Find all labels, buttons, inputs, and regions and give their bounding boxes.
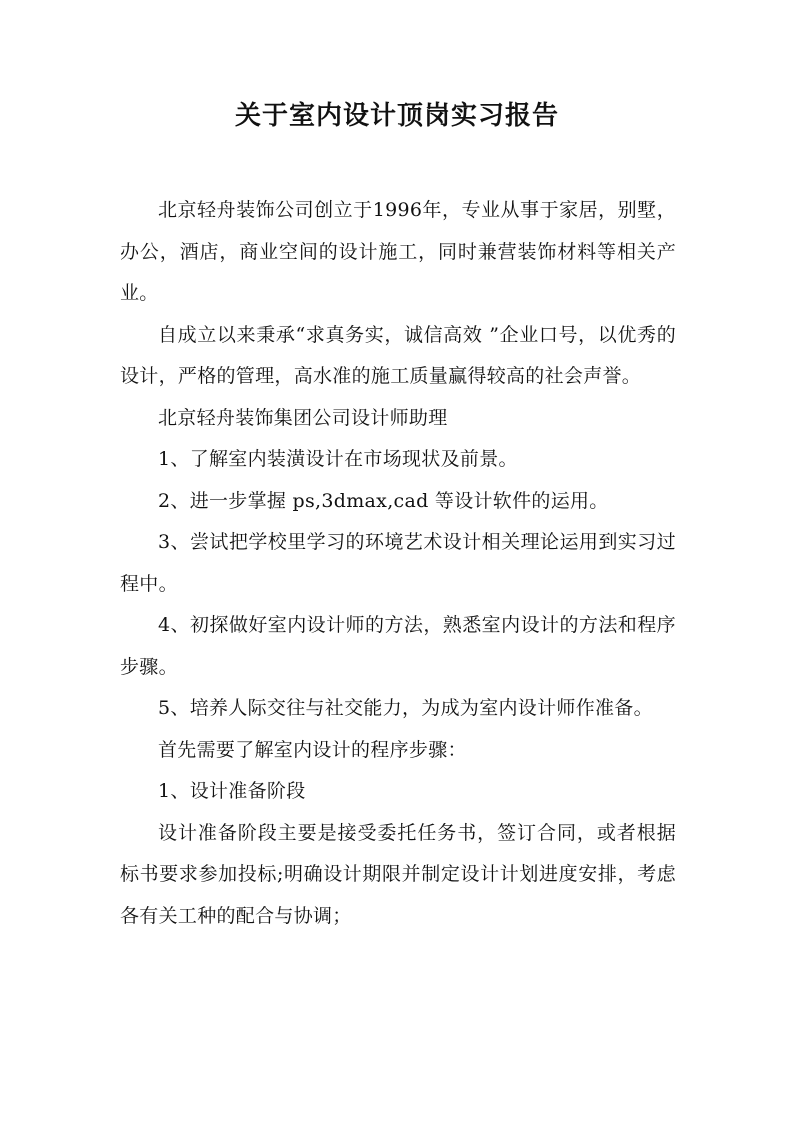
- paragraph-company-intro: 北京轻舟装饰公司创立于1996年，专业从事于家居，别墅，办公，酒店，商业空间的设计施工，同时兼营装饰材料等相关产业。: [120, 199, 676, 304]
- document-title: 关于室内设计顶岗实习报告: [234, 101, 559, 131]
- paragraph-goal-2: 2、进一步掌握 ps,3dmax,cad 等设计软件的运用。: [158, 489, 609, 512]
- document-body: [120, 190, 676, 937]
- paragraph-company-motto: 自成立以来秉承“求真务实，诚信高效 ”企业口号，以优秀的设计，严格的管理，高水准的施工质量赢得较高的社会声誉。: [120, 323, 676, 387]
- paragraph-position: 北京轻舟装饰集团公司设计师助理: [158, 406, 448, 429]
- paragraph-goal-5: 5、培养人际交往与社交能力，为成为室内设计师作准备。: [158, 697, 653, 719]
- paragraph-goal-4: 4、初探做好室内设计师的方法，熟悉室内设计的方法和程序步骤。: [120, 614, 676, 678]
- paragraph-goal-3: 3、尝试把学校里学习的环境艺术设计相关理论运用到实习过程中。: [120, 531, 676, 595]
- paragraph-procedure-intro: 首先需要了解室内设计的程序步骤：: [158, 738, 467, 761]
- paragraph-step-1-heading: 1、设计准备阶段: [158, 780, 306, 802]
- paragraph-goal-1: 1、了解室内装潢设计在市场现状及前景。: [158, 448, 518, 470]
- paragraph-step-1-detail: 设计准备阶段主要是接受委托任务书，签订合同，或者根据标书要求参加投标;明确设计期限并制定设计计划进度安排，考虑各有关工种的配合与协调；: [120, 821, 676, 927]
